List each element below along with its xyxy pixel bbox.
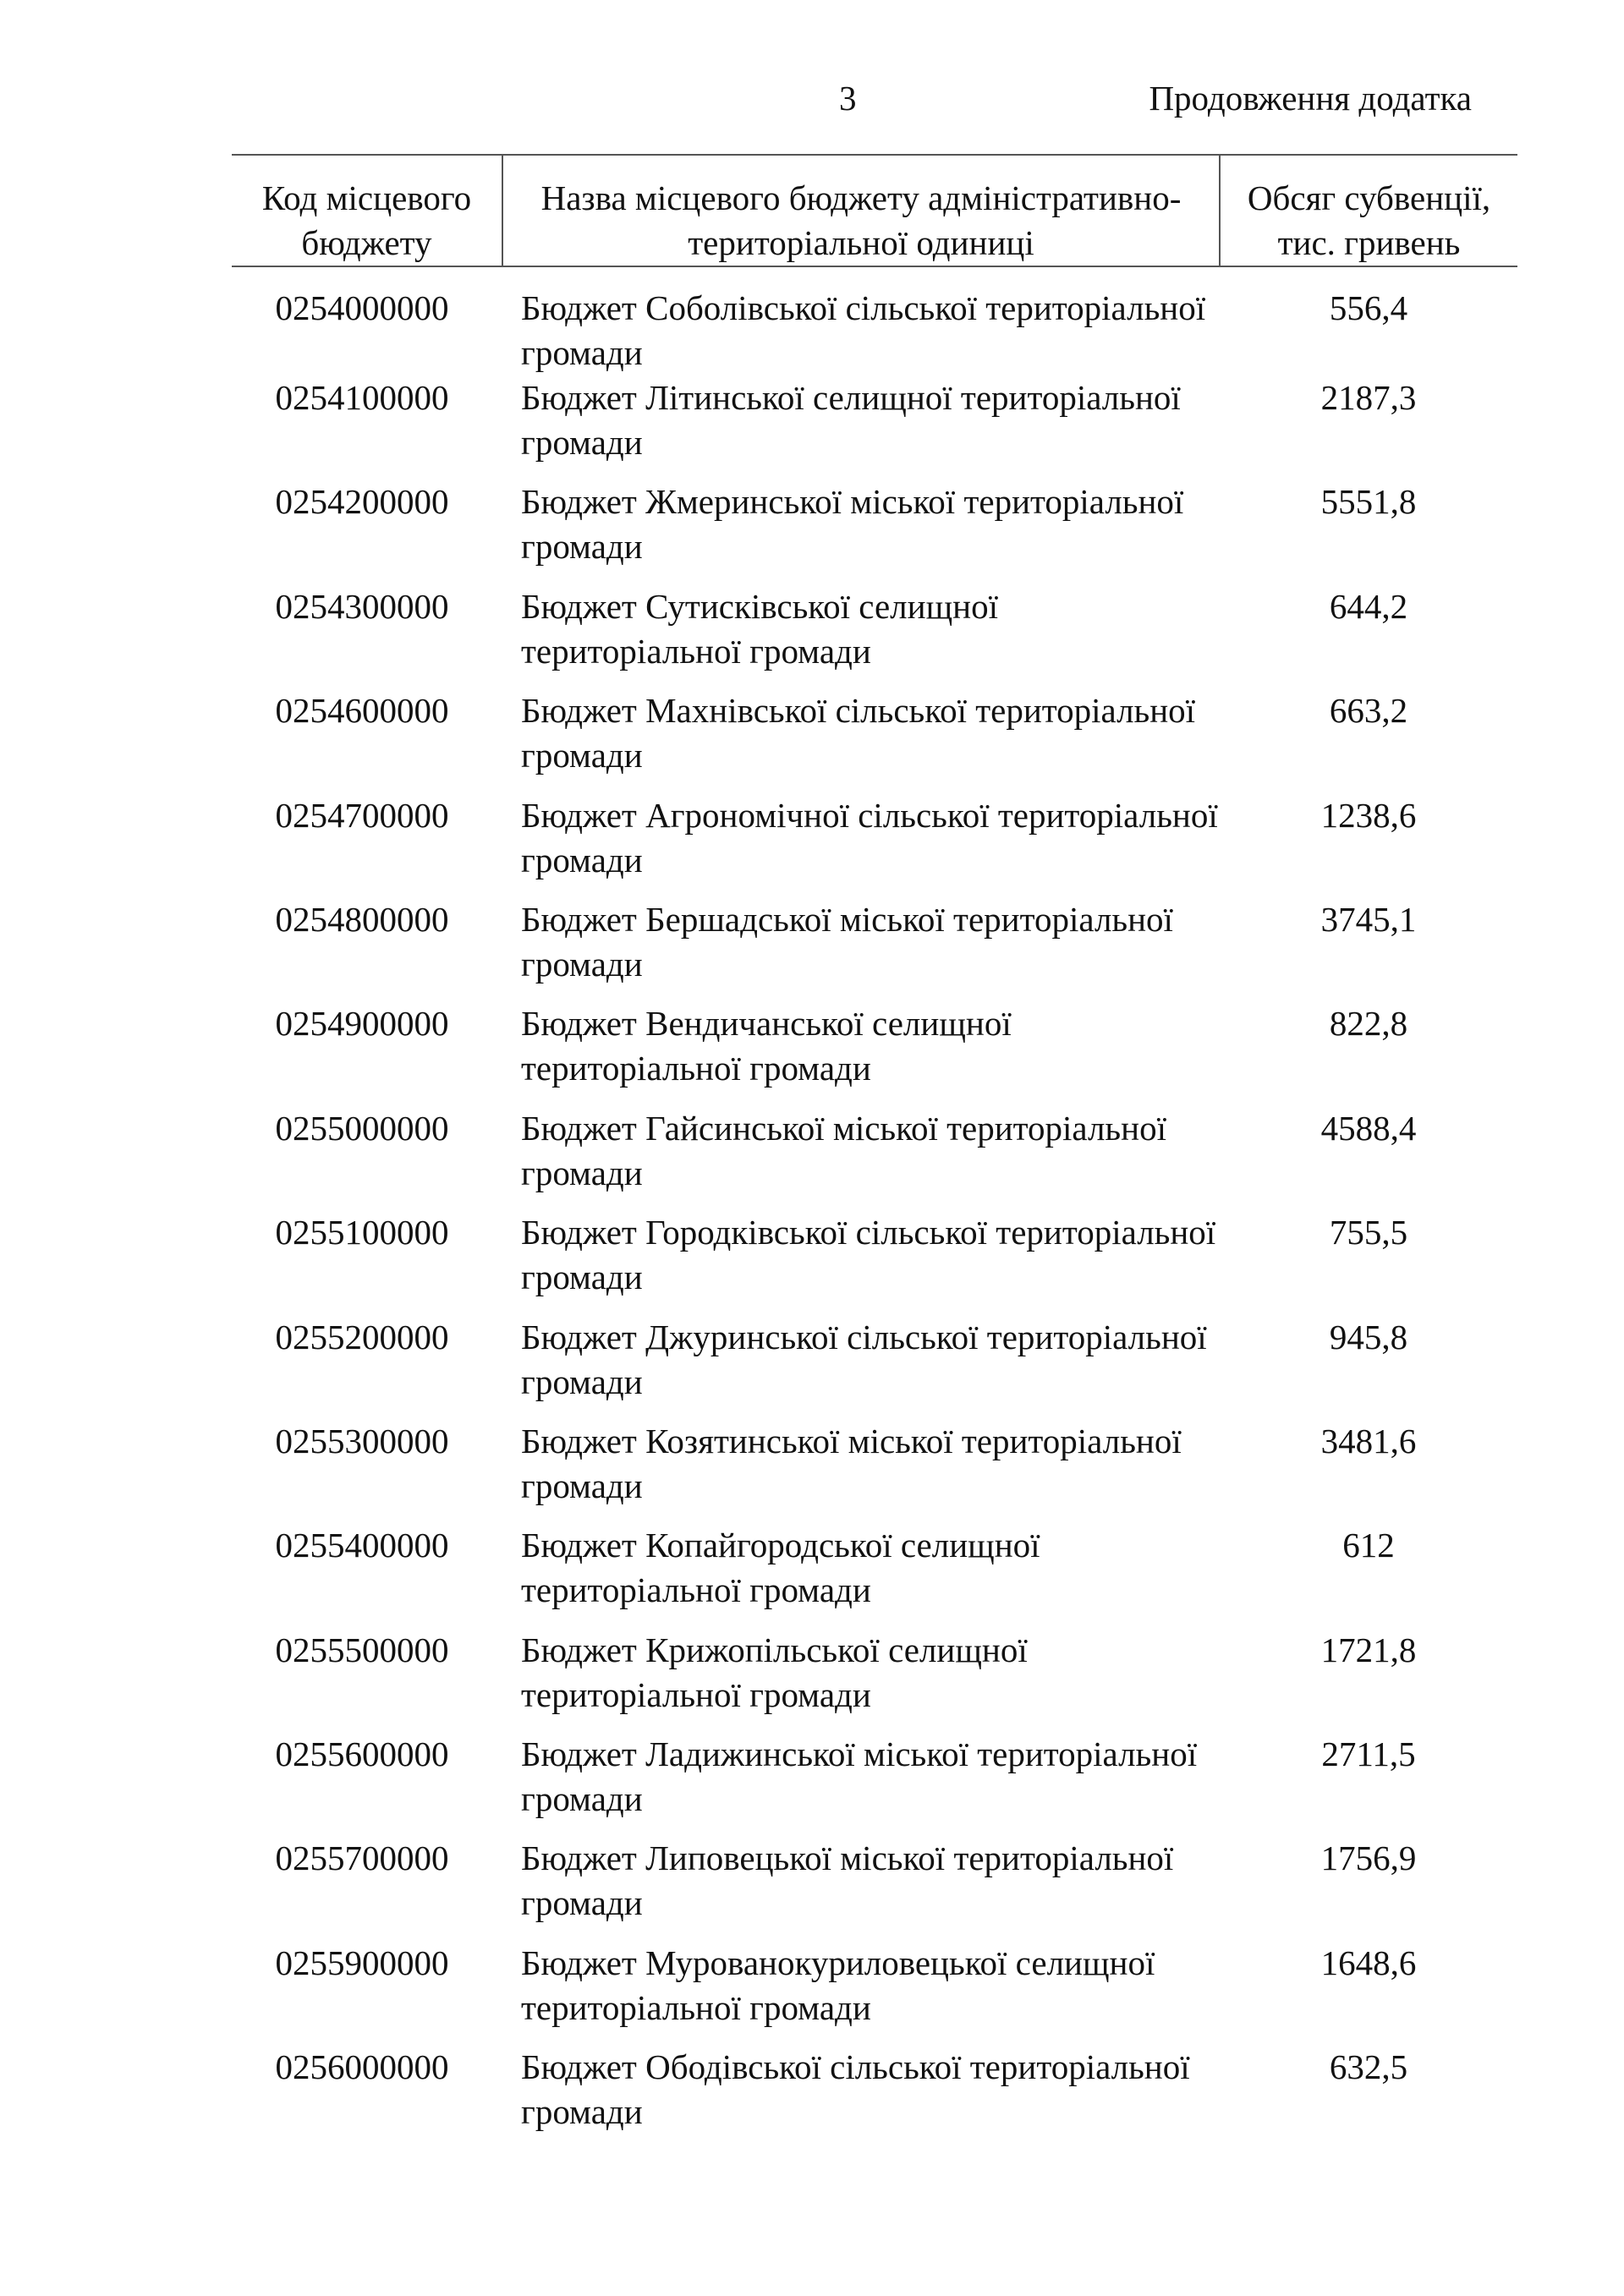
budget-code: 0254700000 bbox=[275, 795, 449, 835]
subvention-amount: 4588,4 bbox=[1320, 1108, 1417, 1148]
table-row bbox=[232, 266, 1517, 375]
budget-code: 0254800000 bbox=[275, 899, 449, 939]
subvention-table bbox=[232, 154, 1517, 2150]
budget-name: Бюджет Ободівської сільської територіальної громади bbox=[521, 2047, 1190, 2132]
budget-name: Бюджет Крижопільської селищної територіальної громади bbox=[521, 1630, 1028, 1714]
budget-code: 0255900000 bbox=[275, 1943, 449, 1982]
budget-name: Бюджет Мурованокуриловецької селищної територіальної громади bbox=[521, 1943, 1155, 2027]
subvention-amount: 663,2 bbox=[1329, 691, 1408, 731]
budget-code: 0255400000 bbox=[275, 1526, 449, 1565]
table-row bbox=[232, 2045, 1517, 2149]
table-row bbox=[232, 375, 1517, 479]
budget-code: 0255700000 bbox=[275, 1838, 449, 1878]
table-row bbox=[232, 1419, 1517, 1523]
subvention-amount: 556,4 bbox=[1329, 288, 1408, 327]
subvention-amount: 3481,6 bbox=[1320, 1421, 1417, 1460]
budget-name: Бюджет Агрономічної сільської територіальної громади bbox=[521, 795, 1218, 879]
header-code: Код місцевого бюджету bbox=[232, 155, 502, 266]
budget-name: Бюджет Літинської селищної територіальної громади bbox=[521, 378, 1181, 462]
budget-name: Бюджет Гайсинської міської територіальної громади bbox=[521, 1108, 1166, 1192]
subvention-amount: 632,5 bbox=[1329, 2047, 1408, 2087]
budget-name: Бюджет Городківської сільської територіальної громади bbox=[521, 1213, 1216, 1297]
header-amount: Обсяг субвенції, тис. гривень bbox=[1220, 155, 1517, 266]
budget-name: Бюджет Липовецької міської територіальної громади bbox=[521, 1838, 1174, 1923]
table-row bbox=[232, 1106, 1517, 1210]
budget-code: 0255000000 bbox=[275, 1108, 449, 1148]
subvention-amount: 5551,8 bbox=[1320, 482, 1417, 522]
budget-name: Бюджет Козятинської міської територіальної громади bbox=[521, 1421, 1182, 1505]
subvention-amount: 822,8 bbox=[1329, 1004, 1408, 1044]
budget-code: 0255500000 bbox=[275, 1630, 449, 1669]
budget-name: Бюджет Джуринської сільської територіальної громади bbox=[521, 1317, 1207, 1401]
subvention-amount: 1721,8 bbox=[1320, 1630, 1417, 1669]
subvention-amount: 945,8 bbox=[1329, 1317, 1408, 1356]
header-name: Назва місцевого бюджету адміністративно-територіальної одиниці bbox=[502, 155, 1220, 266]
budget-name: Бюджет Соболівської сільської територіальної громади bbox=[521, 288, 1206, 372]
budget-name: Бюджет Ладижинської міської територіальної громади bbox=[521, 1734, 1198, 1819]
continuation-label: Продовження додатка bbox=[1149, 79, 1472, 118]
table-row bbox=[232, 688, 1517, 792]
subvention-amount: 1756,9 bbox=[1320, 1838, 1417, 1878]
budget-code: 0254100000 bbox=[275, 378, 449, 417]
subvention-amount: 2187,3 bbox=[1320, 378, 1417, 417]
table-row bbox=[232, 1523, 1517, 1627]
table-header-row bbox=[232, 155, 1517, 266]
budget-code: 0254900000 bbox=[275, 1004, 449, 1044]
budget-name: Бюджет Жмеринської міської територіальної громади bbox=[521, 482, 1184, 567]
budget-code: 0255300000 bbox=[275, 1421, 449, 1460]
subvention-amount: 612 bbox=[1342, 1526, 1395, 1565]
table-row bbox=[232, 584, 1517, 688]
budget-code: 0254600000 bbox=[275, 691, 449, 731]
budget-name: Бюджет Махнівської сільської територіальної громади bbox=[521, 691, 1196, 775]
subvention-amount: 644,2 bbox=[1329, 586, 1408, 626]
budget-code: 0256000000 bbox=[275, 2047, 449, 2087]
table-row bbox=[232, 1628, 1517, 1732]
table-row bbox=[232, 897, 1517, 1001]
budget-code: 0254300000 bbox=[275, 586, 449, 626]
table-row bbox=[232, 1315, 1517, 1419]
table-row bbox=[232, 1001, 1517, 1105]
budget-name: Бюджет Вендичанської селищної територіальної громади bbox=[521, 1004, 1012, 1088]
page-number: 3 bbox=[839, 79, 857, 118]
budget-name: Бюджет Бершадської міської територіальної громади bbox=[521, 899, 1173, 984]
subvention-amount: 755,5 bbox=[1329, 1213, 1408, 1252]
budget-code: 0254000000 bbox=[275, 288, 449, 327]
table-body bbox=[232, 266, 1517, 2150]
table-row bbox=[232, 793, 1517, 897]
subvention-amount: 3745,1 bbox=[1320, 899, 1417, 939]
table-row bbox=[232, 1732, 1517, 1836]
subvention-amount: 2711,5 bbox=[1321, 1734, 1416, 1774]
budget-code: 0255200000 bbox=[275, 1317, 449, 1356]
budget-code: 0255600000 bbox=[275, 1734, 449, 1774]
table-row bbox=[232, 1210, 1517, 1314]
budget-code: 0254200000 bbox=[275, 482, 449, 522]
budget-name: Бюджет Сутисківської селищної територіальної громади bbox=[521, 586, 998, 671]
table-row bbox=[232, 1941, 1517, 2045]
subvention-amount: 1648,6 bbox=[1320, 1943, 1417, 1982]
budget-code: 0255100000 bbox=[275, 1213, 449, 1252]
table-row bbox=[232, 479, 1517, 584]
table-row bbox=[232, 1836, 1517, 1940]
subvention-amount: 1238,6 bbox=[1320, 795, 1417, 835]
budget-name: Бюджет Копайгородської селищної територіальної громади bbox=[521, 1526, 1040, 1610]
